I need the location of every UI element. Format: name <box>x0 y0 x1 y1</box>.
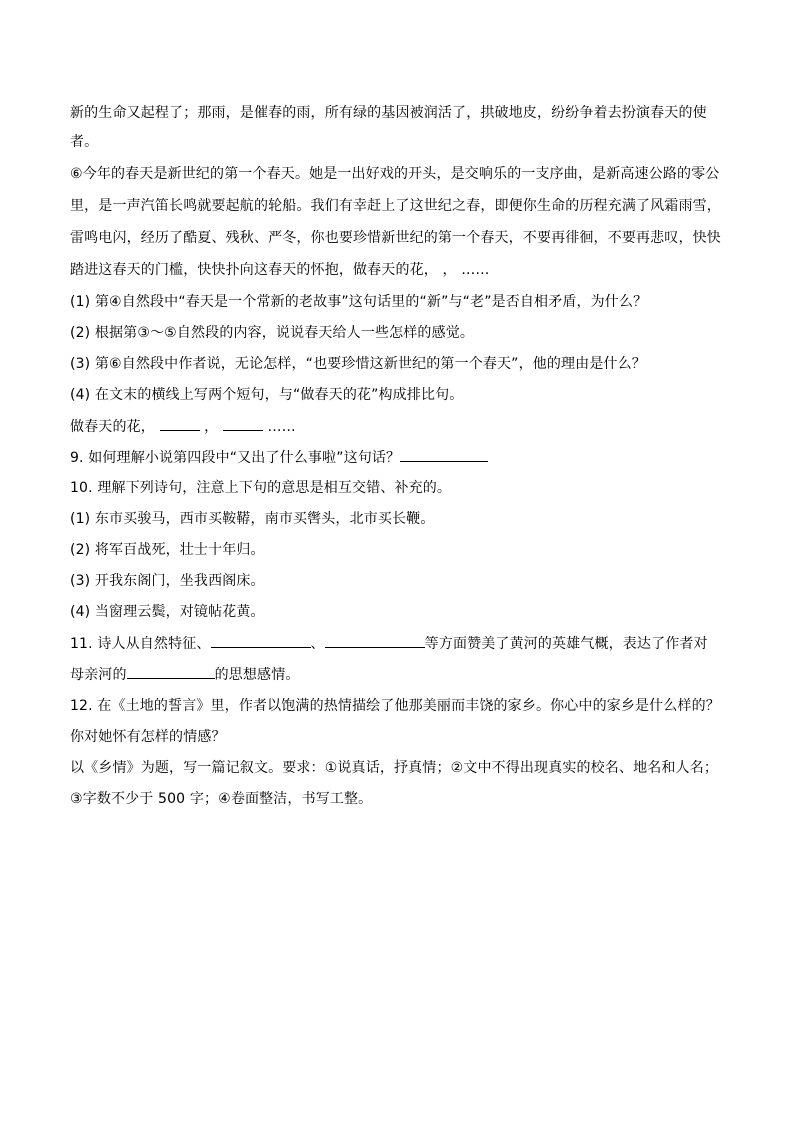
fill-ellipsis: …… <box>267 419 296 435</box>
question-10-stem: 10. 理解下列诗句，注意上下句的意思是相互交错、补充的。 <box>70 480 452 496</box>
question-12-line1: 12. 在《土地的誓言》里，作者以饱满的热情描绘了他那美丽而丰饶的家乡。你心中的家乡是什么样的？ <box>70 698 720 714</box>
answer-blank[interactable] <box>211 633 311 648</box>
question-9-text: 9. 如何理解小说第四段中“又出了什么事啦”这句话？ <box>70 450 401 466</box>
fill-in-line <box>70 416 730 437</box>
fill-prefix: 做春天的花， <box>70 419 155 435</box>
passage-line: ⑥今年的春天是新世纪的第一个春天。她是一出好戏的开头，是交响乐的一支序曲，是新高速公路的零公 <box>70 166 720 182</box>
passage-line: 新的生命又起程了；那雨，是催春的雨，所有绿的基因被润活了，拱破地皮，纷纷争着去扮演春天的使 <box>70 105 707 121</box>
answer-blank[interactable] <box>325 633 425 648</box>
poem-line: (2) 将军百战死，壮士十年归。 <box>70 542 265 558</box>
essay-prompt-line2: ③字数不少于 500 字；④卷面整洁，书写工整。 <box>70 791 373 807</box>
question-8-4: (4) 在文末的横线上写两个短句，与“做春天的花”构成排比句。 <box>70 387 464 403</box>
question-8-3: (3) 第⑥自然段中作者说，无论怎样，“也要珍惜这新世纪的第一个春天”，他的理由是什么？ <box>70 356 646 372</box>
answer-blank[interactable] <box>160 416 200 431</box>
question-11-text: 、 <box>310 636 325 652</box>
passage-line: 雷鸣电闪，经历了酷夏、残秋、严冬，你也要珍惜新世纪的第一个春天，不要再徘徊，不要再悲叹，快快 <box>70 230 721 246</box>
poem-line: (3) 开我东阁门，坐我西阁床。 <box>70 573 265 589</box>
essay-prompt-line1: 以《乡情》为题，写一篇记叙文。要求：①说真话，抒真情；②文中不得出现真实的校名、地名和人名； <box>70 760 718 776</box>
question-11-text: 的思想感情。 <box>214 667 300 683</box>
question-11-text: 母亲河的 <box>70 667 127 683</box>
passage-line: 者。 <box>70 134 99 150</box>
fill-separator: ， <box>204 419 219 435</box>
passage-line: 踏进这春天的门槛，快快扑向这春天的怀抱，做春天的花， ， …… <box>70 262 490 278</box>
question-11-text: 11. 诗人从自然特征、 <box>70 636 211 652</box>
question-12-line2: 你对她怀有怎样的情感？ <box>70 729 226 745</box>
question-8-2: (2) 根据第③～⑤自然段的内容，说说春天给人一些怎样的感觉。 <box>70 325 475 341</box>
question-11-text: 等方面赞美了黄河的英雄气概，表达了作者对 <box>424 636 708 652</box>
question-11-line1 <box>70 633 730 654</box>
poem-line: (4) 当窗理云鬓，对镜帖花黄。 <box>70 604 265 620</box>
answer-blank[interactable] <box>223 416 263 431</box>
answer-blank[interactable] <box>400 447 488 462</box>
poem-line: (1) 东市买骏马，西市买鞍鞯，南市买辔头，北市买长鞭。 <box>70 511 435 527</box>
question-8-1: (1) 第④自然段中“春天是一个常新的老故事”这句话里的“新”与“老”是否自相矛盾，为什么？ <box>70 294 648 310</box>
question-11-line2 <box>70 664 730 685</box>
question-9 <box>70 447 730 468</box>
answer-blank[interactable] <box>127 664 215 679</box>
passage-line: 里，是一声汽笛长鸣就要起航的轮船。我们有幸赶上了这世纪之春，即便你生命的历程充满了风霜雨雪， <box>70 198 721 214</box>
